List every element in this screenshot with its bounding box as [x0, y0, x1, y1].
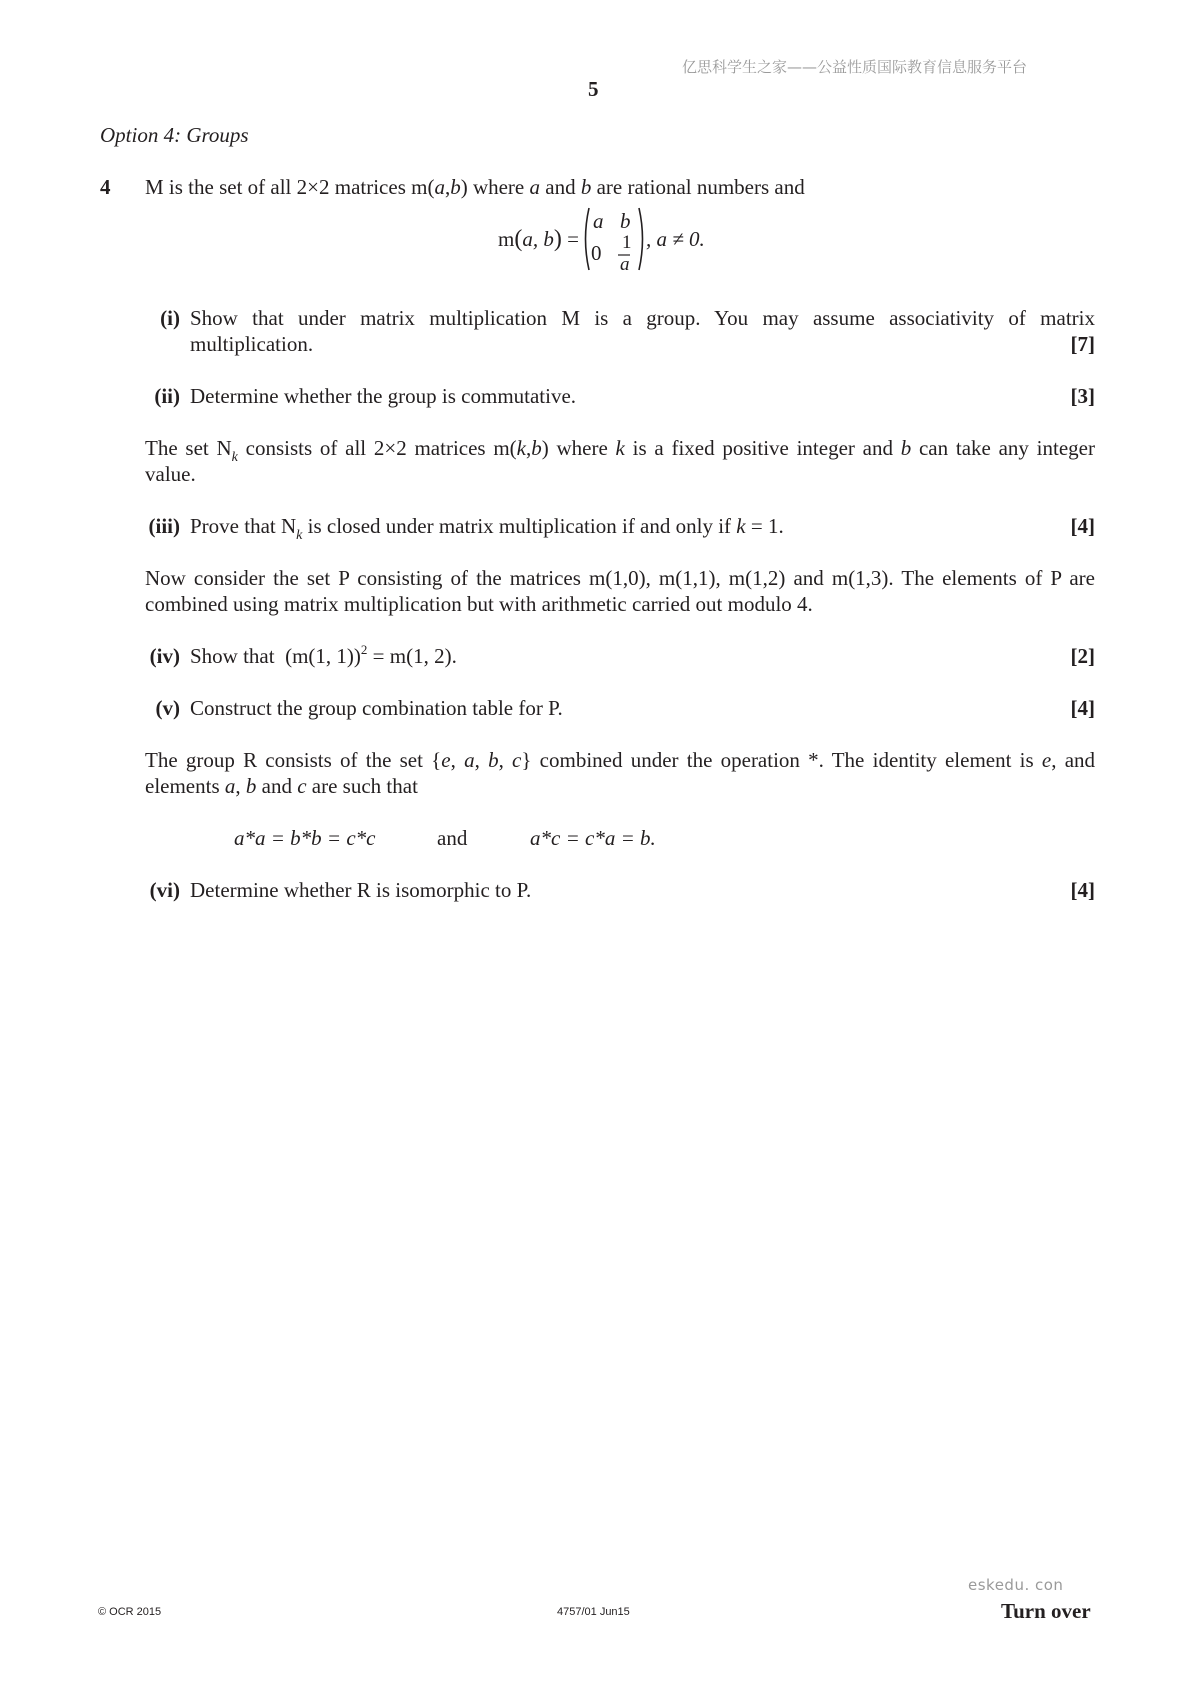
question-number: 4: [100, 175, 111, 199]
part-iv-text: Show that (m(1, 1))$^2$ = m(1, 2).: [190, 642, 457, 668]
paragraph-nk-line1: The set $N_k$ consists of all 2×2 matrices m(k,b) where k is a fixed positive integer and b can take any integer: [145, 436, 1095, 465]
matrix-r1c2: b: [620, 209, 631, 233]
definition-condition: , a ≠ 0.: [646, 227, 705, 251]
matrix-definition: [498, 206, 718, 275]
site-watermark: eskedu. con: [968, 1576, 1064, 1594]
part-vi-mark: [4]: [1070, 878, 1095, 902]
part-ii-mark: [3]: [1070, 384, 1095, 408]
paper-code: 4757/01 Jun15: [557, 1606, 630, 1618]
part-ii-label: (ii): [154, 384, 180, 408]
copyright: © OCR 2015: [98, 1606, 162, 1618]
part-iv-label: (iv): [149, 644, 180, 668]
part-v-text: Construct the group combination table for P.: [190, 696, 563, 720]
section-title: Option 4: Groups: [100, 123, 249, 147]
relation-right: a*c = c*a = b.: [530, 826, 656, 850]
part-iv-formula: (m(1, 1))$^2$ = m(1, 2).: [285, 642, 457, 668]
part-iii-mark: [4]: [1070, 514, 1095, 538]
matrix-r2c1: 0: [591, 241, 602, 265]
part-v-label: (v): [155, 696, 180, 720]
paragraph-p-line1: Now consider the set P consisting of the matrices m(1,0), m(1,1), m(1,2) and m(1,3). The elements of P are: [145, 566, 1095, 590]
part-ii-text: Determine whether the group is commutative.: [190, 384, 577, 408]
definition-lhs: m(a, b) =: [498, 226, 579, 252]
part-i-label: (i): [160, 306, 180, 330]
watermark-text: 亿思科学生之家——公益性质国际教育信息服务平台: [682, 58, 1028, 76]
part-i-text-line2: multiplication.: [190, 332, 314, 356]
paragraph-r-line2: elements a, b and c are such that: [145, 774, 418, 798]
relation-left: a*a = b*b = c*c: [234, 826, 376, 850]
matrix-r1c1: a: [593, 209, 604, 233]
turn-over: Turn over: [1001, 1599, 1091, 1623]
part-v-mark: [4]: [1070, 696, 1095, 720]
part-i-mark: [7]: [1070, 332, 1095, 356]
part-i-text-line1: Show that under matrix multiplication M is a group. You may assume associativity of matrix: [190, 306, 1095, 330]
paragraph-p-line2: combined using matrix multiplication but with arithmetic carried out modulo 4.: [145, 592, 813, 616]
part-iii-label: (iii): [148, 514, 180, 538]
page-number: 5: [588, 77, 599, 101]
paragraph-r-line1: The group R consists of the set {e, a, b, c} combined under the operation *. The identity element is e, and: [145, 748, 1096, 772]
question-intro: M is the set of all 2×2 matrices m(a,b) where a and b are rational numbers and: [145, 175, 805, 199]
part-iii-text: Prove that $N_k$ is closed under matrix multiplication if and only if k = 1.: [190, 514, 784, 543]
part-vi-text: Determine whether R is isomorphic to P.: [190, 878, 532, 902]
part-iv-mark: [2]: [1070, 644, 1095, 668]
paragraph-nk-line2: value.: [145, 462, 196, 486]
matrix-frac-den: a: [620, 254, 630, 275]
relation-and: and: [437, 826, 468, 850]
part-vi-label: (vi): [149, 878, 180, 902]
matrix-frac-num: 1: [622, 232, 632, 253]
